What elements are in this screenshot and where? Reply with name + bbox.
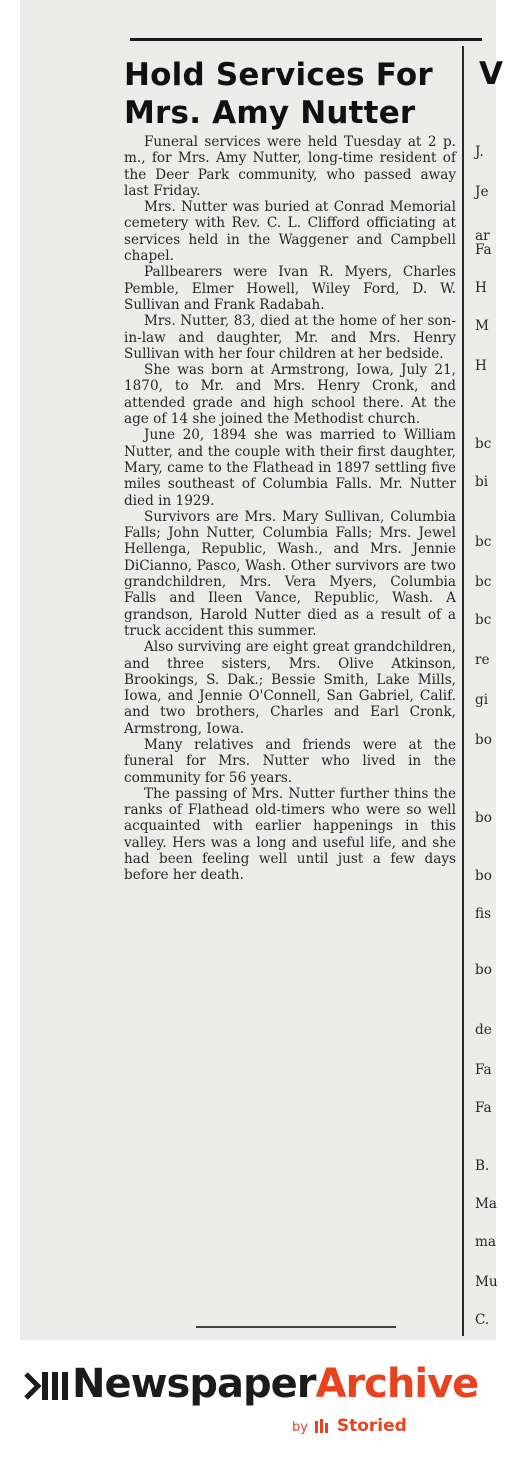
adjacent-column-text: bi [475, 474, 489, 490]
brand-word-archive: Archive [315, 1361, 479, 1407]
adjacent-column-text: bo [475, 962, 492, 978]
brand-byline [292, 1416, 407, 1436]
end-rule [196, 1326, 396, 1328]
adjacent-column-text: M [475, 318, 489, 334]
newspaper-logo-icon [24, 1368, 68, 1404]
adjacent-column-text: H [475, 358, 487, 374]
paragraph: Mrs. Nutter was buried at Conrad Memorial cemetery with Rev. C. L. Clifford officiating at services held in the Waggener and Campbell chapel. [124, 199, 456, 265]
adjacent-column-text: Fa [475, 242, 492, 258]
adjacent-column-text: J. [475, 144, 484, 160]
paragraph: The passing of Mrs. Nutter further thins the ranks of Flathead old-timers who were so well acquainted with earlier happenings in this valley. Hers was a long and useful life, and she had been feeling well until just a few days before her death. [124, 785, 456, 884]
adjacent-column-text: bc [475, 612, 492, 628]
headline [124, 56, 456, 132]
adjacent-column-text: B. [475, 1158, 490, 1174]
brand-word-newspaper: Newspaper [72, 1361, 316, 1407]
column-divider [462, 46, 464, 1336]
headline-line-2: Mrs. Amy Nutter [124, 95, 416, 131]
adjacent-column-text: re [475, 652, 490, 668]
adjacent-column-text: ar [475, 228, 490, 244]
paragraph: Many relatives and friends were at the funeral for Mrs. Nutter who lived in the community for 56 years. [124, 736, 456, 786]
brand-wordmark [72, 1356, 478, 1412]
paragraph: Also surviving are eight great grandchildren, and three sisters, Mrs. Olive Atkinson, Brookings, S. Dak.; Bessie Smith, Lake Mills, Iowa, and Jennie O'Connell, San Gabriel, Calif. and two brothers, Charles and Earl Cronk, Armstrong, Iowa. [124, 639, 456, 737]
byline-storied: Storied [336, 1416, 407, 1436]
paragraph: She was born at Armstrong, Iowa, July 21, 1870, to Mr. and Mrs. Henry Cronk, and attended grade and high school there. At the age of 14 she joined the Methodist church. [124, 362, 456, 428]
paragraph: June 20, 1894 she was married to William Nutter, and the couple with their first daughter, Mary, came to the Flathead in 1897 settling five miles southeast of Columbia Falls. Mr. Nutter died in 1929. [124, 427, 456, 509]
adjacent-column-text: bo [475, 810, 492, 826]
adjacent-column-text: bo [475, 868, 492, 884]
adjacent-column-text: C. [475, 1312, 490, 1328]
adjacent-column-text: H [475, 280, 487, 296]
adjacent-column-text: de [475, 1022, 492, 1038]
top-rule [130, 38, 482, 41]
adjacent-column-text: bo [475, 732, 492, 748]
paragraph: Funeral services were held Tuesday at 2 p. m., for Mrs. Amy Nutter, long-time resident of the Deer Park community, who passed away last Friday. [124, 134, 456, 199]
newspaper-clipping [20, 0, 503, 1340]
adjacent-headline-fragment: V [479, 56, 503, 92]
adjacent-column-text: Fa [475, 1100, 492, 1116]
adjacent-column-text: Fa [475, 1062, 492, 1078]
adjacent-column-text: gi [475, 692, 489, 708]
adjacent-column-text: fis [475, 906, 492, 922]
adjacent-column-text: bc [475, 534, 492, 550]
headline-line-1: Hold Services For [124, 57, 433, 93]
adjacent-column-text: bc [475, 436, 492, 452]
adjacent-column-text: Ma [475, 1196, 498, 1212]
paragraph: Pallbearers were Ivan R. Myers, Charles Pemble, Elmer Howell, Wiley Ford, D. W. Sullivan and Frank Radabah. [124, 264, 456, 313]
byline-by: by [292, 1420, 308, 1435]
paragraph: Survivors are Mrs. Mary Sullivan, Columbia Falls; John Nutter, Columbia Falls; Mrs. Jewel Hellenga, Republic, Wash., and Mrs. Jennie DiCianno, Pasco, Wash. Other survivors are two grandchildren, Mrs. Vera Myers, Columbia Falls and Ileen Vance, Republic, Wash. A grandson, Harold Nutter died as a result of a truck accident this summer. [124, 508, 456, 639]
adjacent-column-text: Je [475, 184, 489, 200]
obituary-article [124, 56, 456, 884]
adjacent-column-text: ma [475, 1234, 496, 1250]
adjacent-column-text: Mu [475, 1274, 498, 1290]
adjacent-column-fragment [475, 56, 505, 1336]
storied-bars-icon [315, 1419, 329, 1433]
paragraph: Mrs. Nutter, 83, died at the home of her son-in-law and daughter, Mr. and Mrs. Henry Sullivan with her four children at her bedside. [124, 313, 456, 362]
newspaperarchive-logo [24, 1356, 479, 1446]
article-body [124, 134, 456, 884]
adjacent-column-text: bc [475, 574, 492, 590]
